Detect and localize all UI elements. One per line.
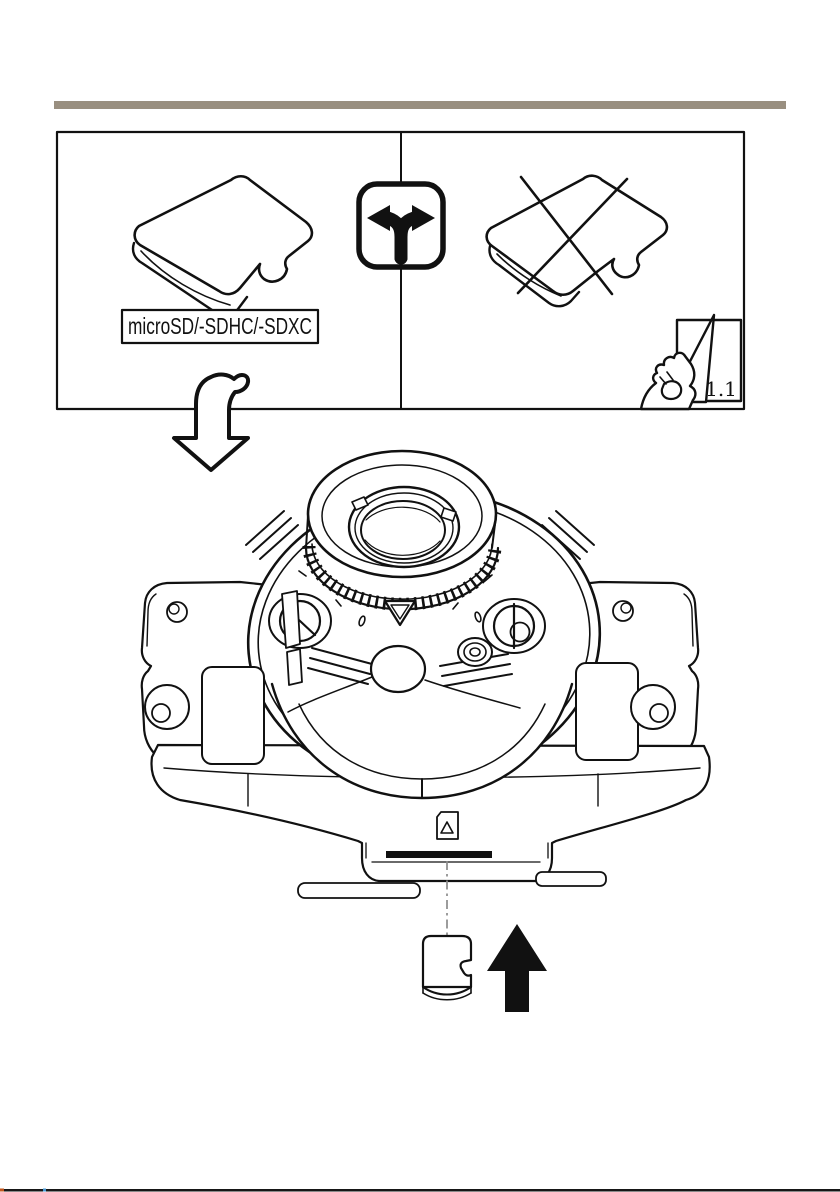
base-foot-right: [536, 872, 606, 886]
instruction-panel: [57, 132, 744, 470]
card-type-label-text: microSD/-SDHC/-SDXC: [128, 313, 312, 339]
base-foot-left: [298, 883, 420, 898]
top-rule: [54, 101, 786, 109]
microsd-card-insert-icon: [423, 936, 471, 1000]
bottom-rule: [0, 1189, 840, 1192]
edge-speck-left: [0, 1189, 4, 1192]
insert-up-arrow: [487, 924, 547, 1012]
card-type-label: [122, 310, 318, 343]
center-joint: [371, 646, 425, 692]
thumbscrew-right: [483, 599, 545, 653]
cable-grommet: [458, 638, 492, 666]
edge-speck-right: [43, 1189, 46, 1192]
figure-reference-text: 1.1: [705, 377, 737, 401]
branch-arrow-icon: [359, 184, 443, 267]
camera-diagram: [142, 451, 710, 1012]
sd-slot-opening: [386, 851, 492, 858]
